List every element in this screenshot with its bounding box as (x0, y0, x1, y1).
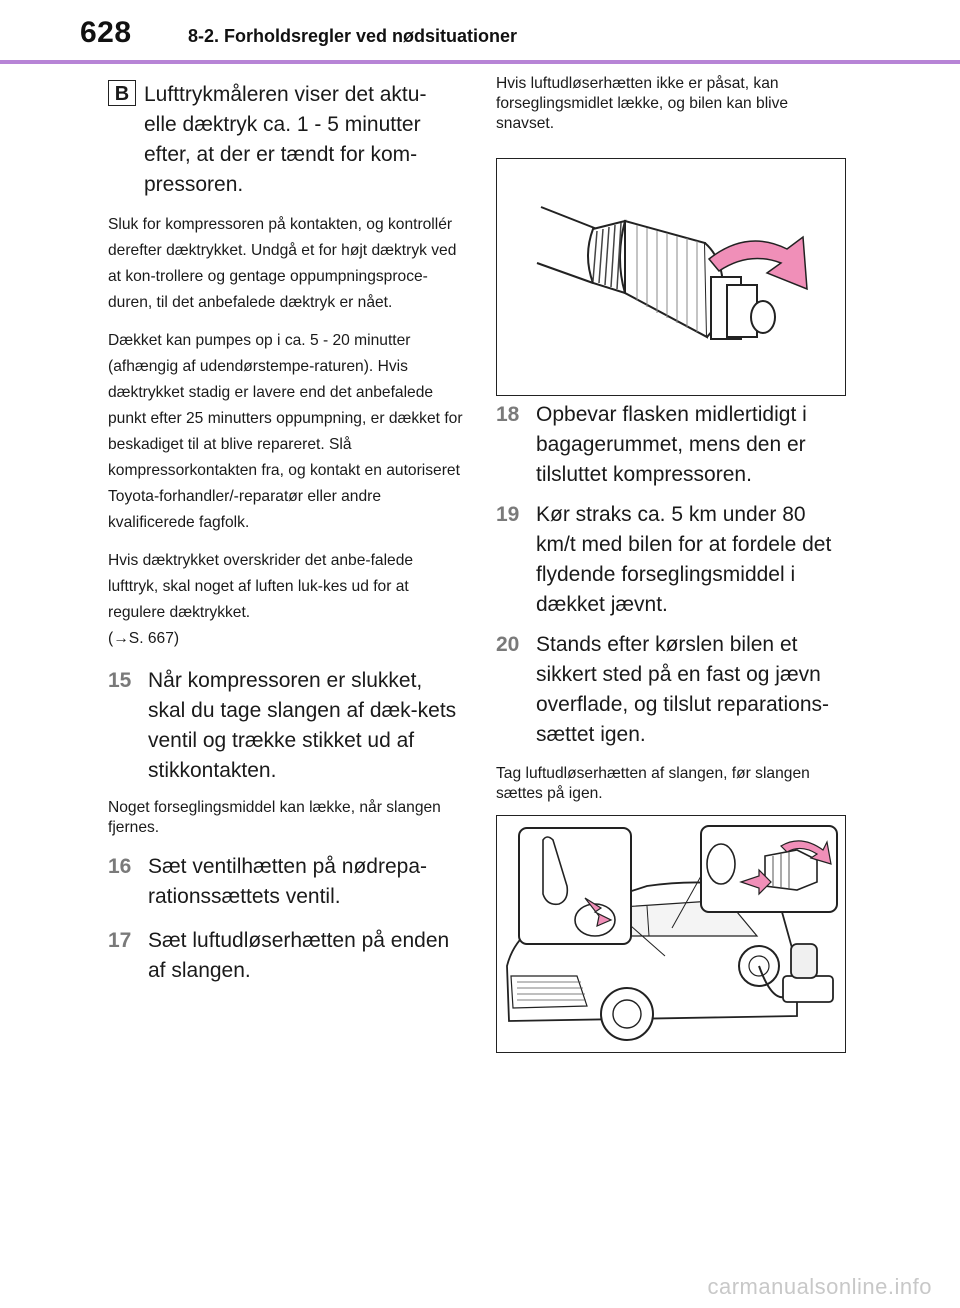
step-20 (496, 630, 846, 750)
page-number: 628 (80, 16, 132, 49)
right-intro: Hvis luftudløserhætten ikke er påsat, kan forseglingsmidlet lække, og bilen kan blive snavset. (496, 75, 789, 132)
hose-cap-illustration (496, 158, 846, 396)
step-17-text: Sæt luftudløserhætten på enden af slangen. (148, 929, 450, 982)
step-16 (108, 852, 463, 912)
step-17-number: 17 (108, 929, 132, 952)
watermark: carmanualsonline.info (707, 1274, 932, 1299)
right-column-steps (496, 400, 846, 804)
step-16-number: 16 (108, 855, 132, 878)
page-reference-link[interactable]: (→S. 667) (108, 630, 180, 647)
car-repair-kit-drawing (497, 816, 844, 1051)
step-17 (108, 926, 463, 986)
left-column (108, 80, 463, 986)
step-18 (496, 400, 846, 490)
header-rule (0, 60, 960, 64)
paragraph-2: Dækket kan pumpes op i ca. 5 - 20 minutter (afhængig af udendørstempe-raturen). Hvis dæktrykket stadig er lavere end det anbefalede punkt efter 25 minutters oppumpning, er dækket for beskadiget til at blive repareret. Slå kompressorkontakten fra, og kontakt en autoriseret Toyota-forhandler/-reparatør eller andre kvalificerede fagfolk. (108, 332, 463, 531)
step-20-note: Tag luftudløserhætten af slangen, før slangen sættes på igen. (496, 765, 810, 802)
paragraph-1: Sluk for kompressoren på kontakten, og kontrollér derefter dæktrykket. Undgå et for højt dæktryk ved at kon-trollere og gentage oppumpningsproce-duren, til det anbefalede dæktryk er nået. (108, 216, 457, 311)
paragraph-3-text: Hvis dæktrykket overskrider det anbe-falede lufttryk, skal noget af luften luk-kes ud for at regulere dæktrykket. (108, 552, 414, 621)
car-repair-kit-illustration (496, 815, 846, 1053)
step-15-number: 15 (108, 669, 132, 692)
step-20-text: Stands efter kørslen bilen et sikkert sted på en fast og jævn overflade, og tilslut reparations-sættet igen. (536, 633, 829, 746)
page-header (0, 0, 960, 68)
section-title: 8-2. Forholdsregler ved nødsituationer (188, 26, 518, 46)
lead-text: Lufttrykmåleren viser det aktu-elle dæktryk ca. 1 - 5 minutter efter, at der er tændt for kom-pressoren. (144, 83, 427, 196)
step-19-text: Kør straks ca. 5 km under 80 km/t med bilen for at fordele det flydende forseglingsmiddel i dækket jævnt. (536, 503, 832, 616)
step-19-number: 19 (496, 503, 520, 526)
step-15-text: Når kompressoren er slukket, skal du tage slangen af dæk-kets ventil og trække stikket ud af stikkontakten. (148, 669, 457, 782)
step-15 (108, 666, 463, 786)
step-15-note: Noget forseglingsmiddel kan lække, når slangen fjernes. (108, 799, 441, 836)
step-18-number: 18 (496, 403, 520, 426)
step-18-text: Opbevar flasken midlertidigt i bagagerummet, mens den er tilsluttet kompressoren. (536, 403, 807, 486)
hose-cap-drawing (497, 159, 844, 394)
paragraph-3 (108, 548, 463, 652)
step-16-text: Sæt ventilhætten på nødrepa-rationssættets ventil. (148, 855, 427, 908)
lead-block (108, 80, 463, 200)
step-19 (496, 500, 846, 620)
section-badge: B (108, 80, 136, 106)
step-20-number: 20 (496, 633, 520, 656)
right-column-top (496, 74, 846, 134)
